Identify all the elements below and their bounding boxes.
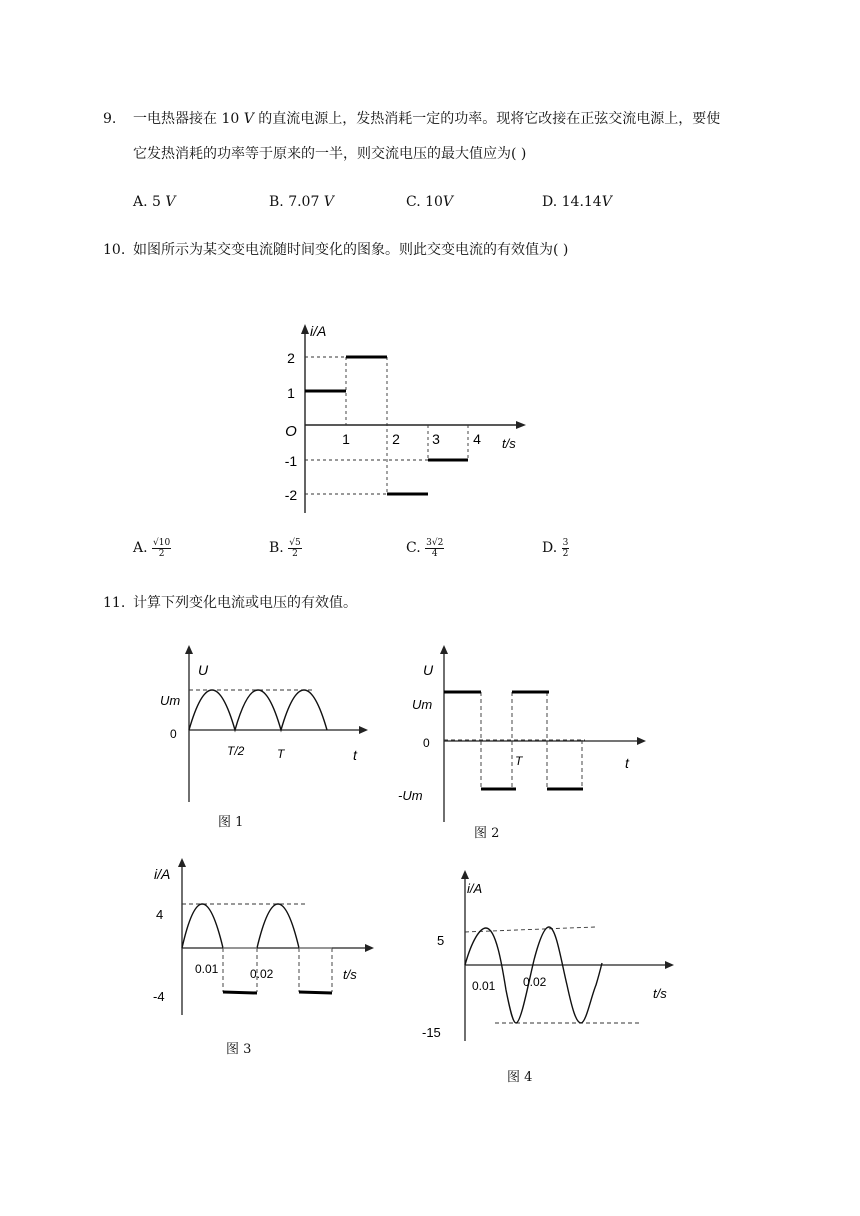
- q10-ytick-1: 1: [287, 385, 295, 401]
- q9-option-b: B. 7.07 𝑉: [269, 194, 334, 210]
- q10-option-b: B. $\frac{√5}{2}$: [269, 537, 301, 559]
- fig2-zero-label: 0: [423, 736, 430, 750]
- q10-option-d-fraction: $\frac{3}{2}$: [562, 537, 569, 559]
- fig2-neg-um-label: -Um: [398, 788, 423, 803]
- fig3-neg-label: -4: [153, 989, 165, 1004]
- q11-figure-1: [150, 640, 380, 815]
- q10-current-graph: [270, 318, 540, 528]
- q11-figure-4: [410, 865, 680, 1045]
- q11-figure-3: [140, 855, 380, 1020]
- fig1-um-label: Um: [160, 693, 181, 708]
- fig4-t1-label: 0.01: [472, 979, 496, 993]
- q10-xtick-2: 2: [392, 431, 400, 447]
- q9-stem-line2: 它发热消耗的功率等于原来的一半，则交流电压的最大值应为( ): [133, 146, 527, 162]
- fig2-T-label: T: [515, 754, 523, 768]
- fig3-t1-label: 0.01: [195, 962, 219, 976]
- fig1-zero-label: 0: [170, 727, 177, 741]
- q9-option-d: D. 14.14𝑉: [542, 194, 612, 210]
- fig4-top-label: 5: [437, 933, 445, 948]
- q10-option-d: D. $\frac{3}{2}$: [542, 537, 569, 559]
- q10-ytick-neg2: -2: [284, 487, 298, 503]
- q10-option-c: C. $\frac{3√2}{4}$: [406, 537, 444, 559]
- fig1-t2-label: T/2: [227, 744, 245, 758]
- q11-number: 11.: [103, 595, 126, 611]
- fig4-t-label: t/s: [653, 986, 667, 1001]
- q10-option-b-fraction: $\frac{√5}{2}$: [289, 537, 301, 559]
- fig1-caption: 图 1: [218, 815, 244, 830]
- fig1-t-label: t: [353, 747, 357, 763]
- q9-option-a: A. 5 𝑉: [133, 194, 176, 210]
- fig3-t2-label: 0.02: [250, 967, 274, 981]
- q10-stem: 如图所示为某交变电流随时间变化的图象。则此交变电流的有效值为( ): [133, 242, 569, 258]
- fig2-caption: 图 2: [474, 826, 500, 841]
- q10-option-a-fraction: $\frac{√10}{2}$: [153, 537, 171, 559]
- fig3-t-label: t/s: [343, 967, 357, 982]
- fig1-T-label: T: [277, 747, 285, 761]
- fig4-caption: 图 4: [507, 1070, 533, 1085]
- q10-ytick-2: 2: [287, 350, 295, 366]
- q10-number: 10.: [103, 242, 126, 258]
- fig4-t2-label: 0.02: [523, 975, 547, 989]
- q10-option-c-fraction: $\frac{3√2}{4}$: [426, 537, 444, 559]
- q11-stem: 计算下列变化电流或电压的有效值。: [133, 595, 357, 611]
- fig2-y-label: U: [423, 662, 434, 678]
- q10-origin-label: O: [285, 423, 297, 440]
- q9-stem-line1: 一电热器接在 10 𝑉 的直流电源上，发热消耗一定的功率。现将它改接在正弦交流电源上，要使: [133, 111, 721, 127]
- q10-y-axis-label: i/A: [310, 323, 327, 339]
- q10-x-axis-label: t/s: [502, 436, 516, 451]
- q10-xtick-4: 4: [473, 431, 481, 447]
- fig3-y-label: i/A: [154, 866, 171, 882]
- q10-xtick-1: 1: [342, 431, 350, 447]
- fig2-t-label: t: [625, 755, 629, 771]
- q10-option-a: A. $\frac{√10}{2}$: [133, 537, 171, 559]
- q10-xtick-3: 3: [432, 431, 440, 447]
- q9-number: 9.: [103, 111, 117, 127]
- fig4-neg-label: -15: [422, 1025, 441, 1040]
- fig2-um-label: Um: [412, 697, 433, 712]
- fig1-y-label: U: [198, 662, 209, 678]
- fig3-top-label: 4: [156, 907, 164, 922]
- q9-option-c: C. 10𝑉: [406, 194, 454, 210]
- q11-figure-2: [395, 640, 655, 825]
- fig3-caption: 图 3: [226, 1042, 252, 1057]
- fig4-y-label: i/A: [467, 881, 483, 896]
- q10-ytick-neg1: -1: [284, 453, 298, 469]
